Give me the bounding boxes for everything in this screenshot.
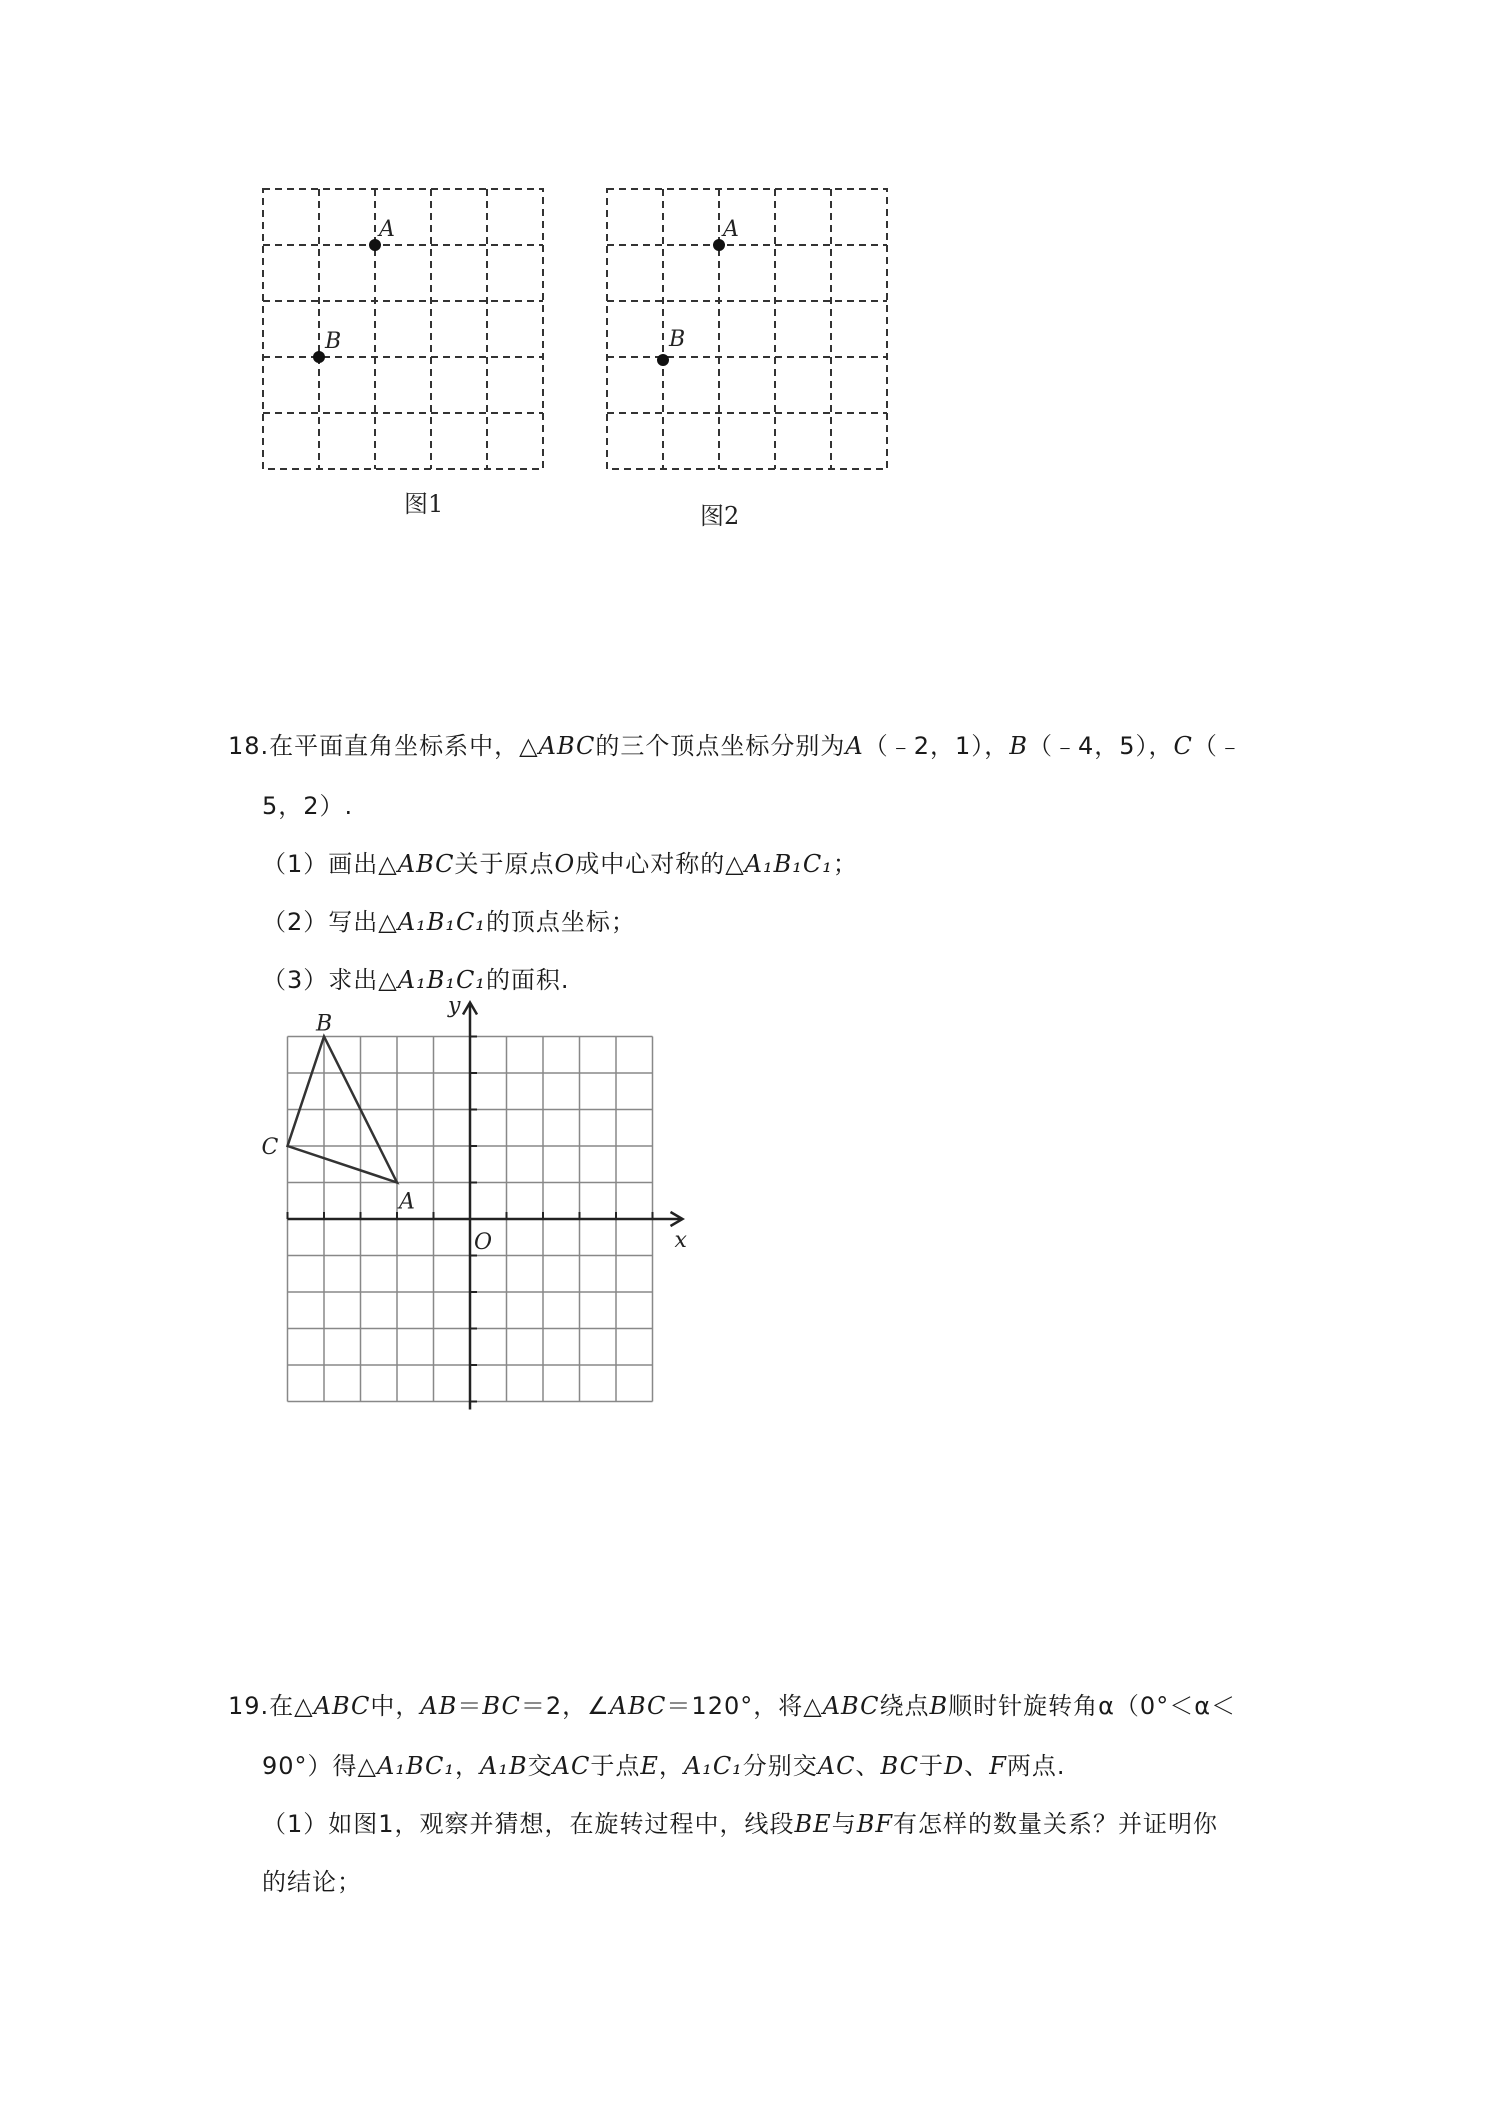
q18-part3: （3）求出△A₁B₁C₁的面积. [262, 966, 570, 994]
point-b [313, 351, 325, 363]
vertex-a-label: A [399, 1189, 415, 1215]
point-b-label: B [669, 327, 686, 352]
figure-2-caption: 图2 [700, 502, 740, 530]
q18-stem-line2: 5，2）. [262, 792, 354, 820]
q18-number: 18. [228, 732, 270, 760]
q18-part2: （2）写出△A₁B₁C₁的顶点坐标； [262, 908, 636, 936]
q19-part1-line1: （1）如图1，观察并猜想，在旋转过程中，线段BE与BF有怎样的数量关系？并证明你 [262, 1810, 1218, 1838]
figure-1-caption: 图1 [404, 490, 444, 518]
point-b-label: B [325, 329, 342, 354]
coordinate-grid-chart [250, 993, 700, 1432]
q19-stem-line1: 19.在△ABC中，AB＝BC＝2，∠ABC＝120°，将△ABC绕点B顺时针旋转角α（0°＜α＜ [228, 1692, 1237, 1720]
figure-2-grid [606, 188, 896, 478]
x-axis-label: x [674, 1228, 687, 1253]
point-a-label: A [723, 217, 739, 242]
figure-1-grid [262, 188, 552, 478]
origin-label: O [474, 1230, 493, 1255]
vertex-c-label: C [261, 1135, 279, 1160]
q18-stem-line1: 18.在平面直角坐标系中，△ABC的三个顶点坐标分别为A（﹣2，1），B（﹣4，5），C（﹣ [228, 732, 1243, 760]
q19-part1-line2: 的结论； [262, 1868, 362, 1896]
q19-number: 19. [228, 1692, 270, 1720]
vertex-b-label: B [316, 1011, 333, 1037]
q18-part1: （1）画出△ABC关于原点O成中心对称的△A₁B₁C₁； [262, 850, 858, 878]
point-a-label: A [379, 217, 395, 242]
point-b [657, 354, 669, 366]
q19-stem-line2: 90°）得△A₁BC₁，A₁B交AC于点E，A₁C₁分别交AC、BC于D、F两点. [262, 1752, 1066, 1780]
y-axis-label: y [448, 993, 461, 1019]
